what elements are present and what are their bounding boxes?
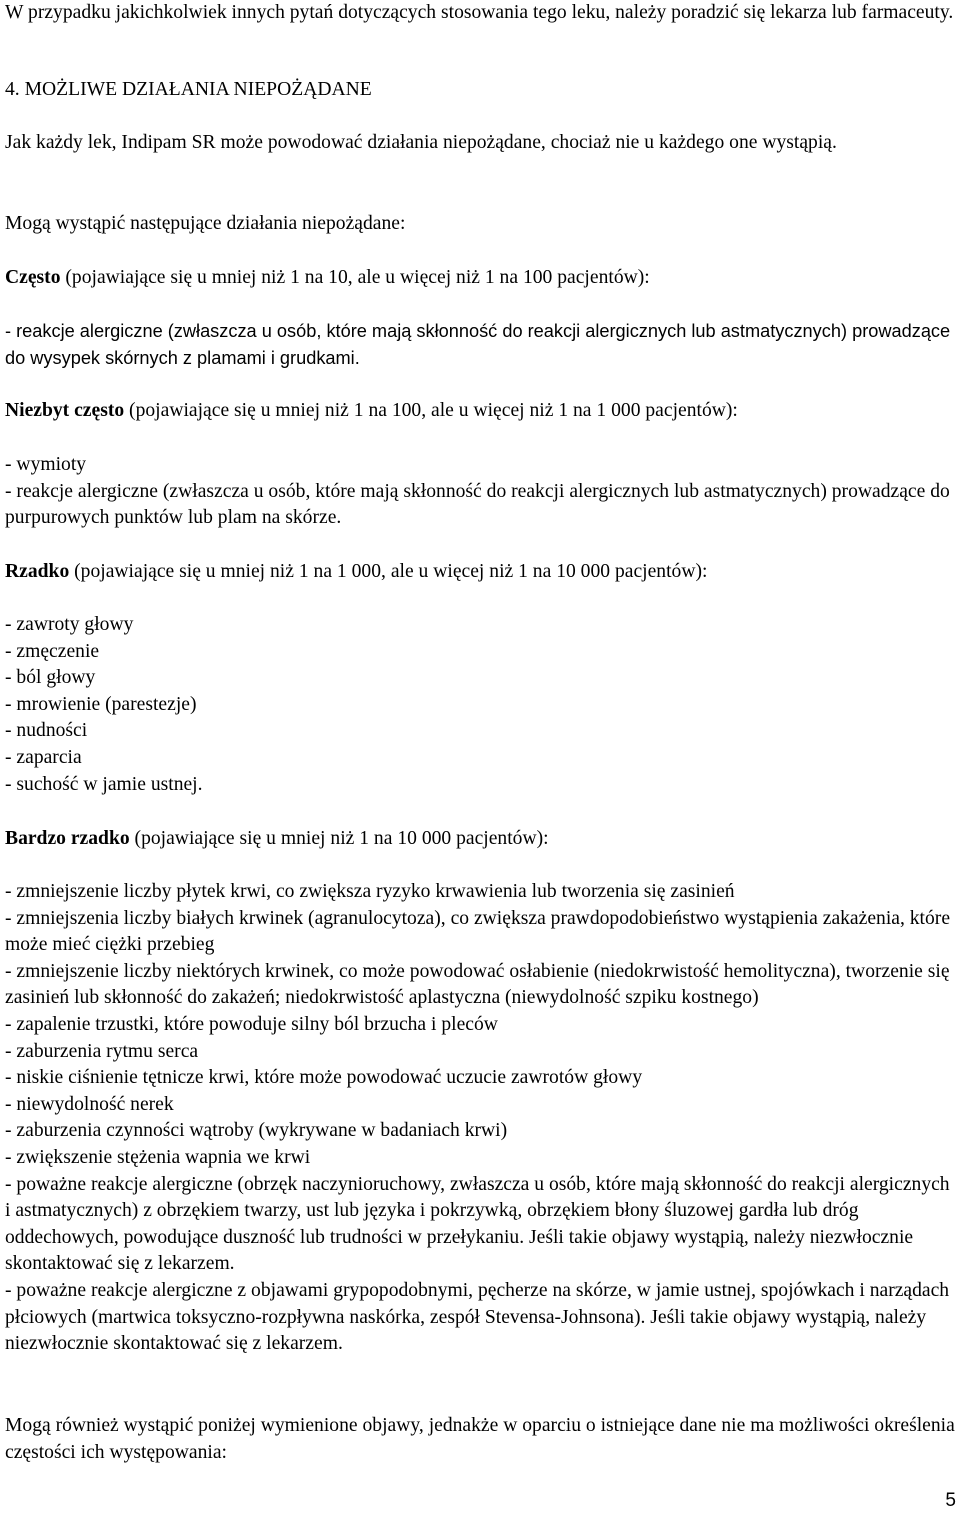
very-rare-label: Bardzo rzadko xyxy=(5,828,130,849)
uncommon-label: Niezbyt często xyxy=(5,400,125,421)
list-item: - ból głowy xyxy=(5,667,96,689)
uncommon-description: (pojawiające się u mniej niż 1 na 100, ale u więcej niż 1 na 1 000 pacjentów): xyxy=(124,400,738,421)
intro-paragraph: W przypadku jakichkolwiek innych pytań dotyczących stosowania tego leku, należy poradzić się lekarza lub farmaceuty. xyxy=(5,2,954,23)
common-label: Często xyxy=(5,267,61,288)
list-item: - zapalenie trzustki, które powoduje silny ból brzucha i pleców xyxy=(5,1013,498,1035)
list-item: - poważne reakcje alergiczne (obrzęk naczynioruchowy, zwłaszcza u osób, które mają skłonność do reakcji alergicznych i astmatycznych) z obrzękiem twarzy, ust lub języka i pokrzywką, obrzękiem błony śluzowej gardła lub dróg oddechowych, powodujące duszność lub trudności w przełykaniu. Jeśli takie objawy wystąpią, należy niezwłocznie skontaktować się z lekarzem. xyxy=(5,1173,950,1275)
general-statement: Jak każdy lek, Indipam SR może powodować działania niepożądane, chociaż nie u każdego one wystąpią. xyxy=(5,132,837,153)
list-item: - zmęczenie xyxy=(5,640,100,662)
list-item: - zaparcia xyxy=(5,746,82,768)
uncommon-list xyxy=(5,452,955,532)
very-rare-description: (pojawiające się u mniej niż 1 na 10 000 pacjentów): xyxy=(129,828,549,849)
very-rare-list xyxy=(5,879,955,1358)
list-item: - zmniejszenie liczby płytek krwi, co zwiększa ryzyko krwawienia lub tworzenia się zasinień xyxy=(5,881,735,902)
list-item: - zawroty głowy xyxy=(5,614,134,635)
common-description: (pojawiające się u mniej niż 1 na 10, ale u więcej niż 1 na 100 pacjentów): xyxy=(60,267,650,288)
list-item: - poważne reakcje alergiczne z objawami grypopodobnymi, pęcherze na skórze, w jamie ustnej, spojówkach i narządach płciowych (martwica toksyczno-rozpływna naskórka, zespół Stevensa-Johnsona). Jeśli takie objawy wystąpią, należy niezwłocznie skontaktować się z lekarzem. xyxy=(5,1279,950,1355)
may-occur-paragraph: Mogą wystąpić następujące działania niepożądane: xyxy=(5,213,406,234)
list-item: - zaburzenia rytmu serca xyxy=(5,1040,199,1062)
list-item: - nudności xyxy=(5,720,88,742)
rare-heading xyxy=(5,559,955,586)
list-item: - wymioty xyxy=(5,454,87,475)
uncommon-heading xyxy=(5,398,955,425)
list-item: - niewydolność nerek xyxy=(5,1093,174,1115)
page-number: 5 xyxy=(945,1490,956,1511)
list-item: - zwiększenie stężenia wapnia we krwi xyxy=(5,1146,311,1168)
list-item: - zmniejszenie liczby niektórych krwinek, co może powodować osłabienie (niedokrwistość hemolityczna), tworzenie się zasinień lub skłonność do zakażeń; niedokrwistość aplastyczna (niewydolność szpiku kostnego) xyxy=(5,960,950,1009)
common-list xyxy=(5,318,955,371)
list-item: - zmniejszenia liczby białych krwinek (agranulocytoza), co zwiększa prawdopodobieństwo wystąpienia zakażenia, które może mieć ciężki przebieg xyxy=(5,907,951,956)
list-item: - suchość w jamie ustnej. xyxy=(5,773,203,795)
unknown-frequency-paragraph: Mogą również wystąpić poniżej wymienione objawy, jednakże w oparciu o istniejące dane nie ma możliwości określenia częstości ich występowania: xyxy=(5,1415,955,1463)
very-rare-heading xyxy=(5,826,955,853)
list-item: - reakcje alergiczne (zwłaszcza u osób, które mają skłonność do reakcji alergicznych lub astmatycznych) prowadzące do wysypek skórnych z plamami i grudkami. xyxy=(5,321,951,368)
section-title: 4. MOŻLIWE DZIAŁANIA NIEPOŻĄDANE xyxy=(5,79,372,100)
list-item: - niskie ciśnienie tętnicze krwi, które może powodować uczucie zawrotów głowy xyxy=(5,1067,643,1089)
common-heading xyxy=(5,265,955,292)
list-item: - reakcje alergiczne (zwłaszcza u osób, które mają skłonność do reakcji alergicznych lub astmatycznych) prowadzące do purpurowych punktów lub plam na skórze. xyxy=(5,480,950,529)
rare-description: (pojawiające się u mniej niż 1 na 1 000, ale u więcej niż 1 na 10 000 pacjentów): xyxy=(69,561,708,582)
list-item: - zaburzenia czynności wątroby (wykrywane w badaniach krwi) xyxy=(5,1120,508,1142)
list-item: - mrowienie (parestezje) xyxy=(5,693,197,715)
rare-list xyxy=(5,612,955,798)
rare-label: Rzadko xyxy=(5,561,70,582)
